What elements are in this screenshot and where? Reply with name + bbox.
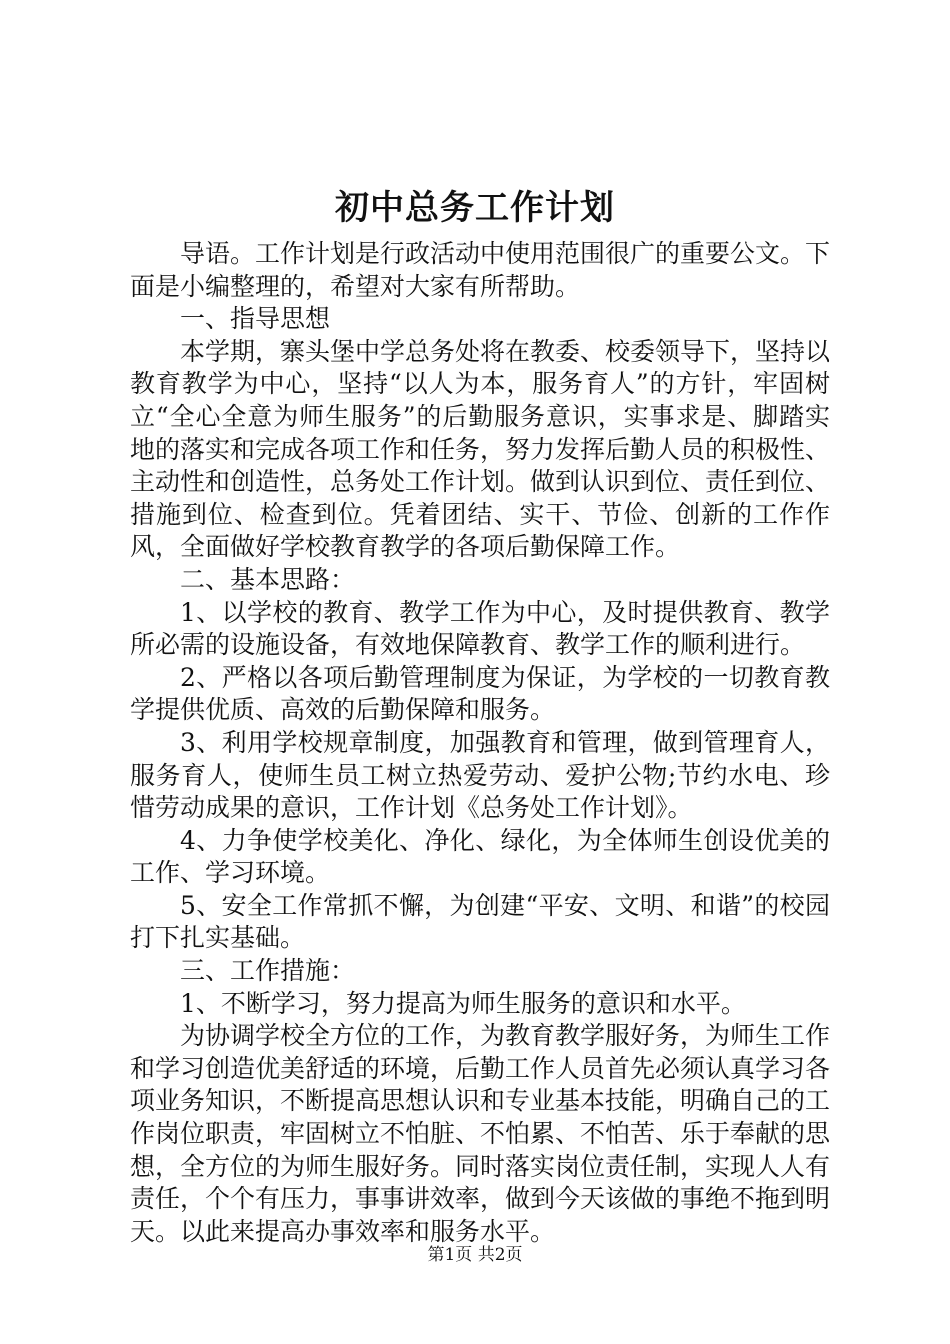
page-indicator: 第1页 共2页 xyxy=(427,1245,523,1265)
paragraph-approach-5: 5、安全工作常抓不懈，为创建“平安、文明、和谐”的校园打下扎实基础。 xyxy=(130,890,830,953)
paragraph-approach-3: 3、利用学校规章制度，加强教育和管理，做到管理育人，服务育人，使师生员工树立热爱劳动、爱护公物;节约水电、珍惜劳动成果的意识，工作计划《总务处工作计划》。 xyxy=(130,727,830,823)
paragraph-approach-4: 4、力争使学校美化、净化、绿化，为全体师生创设优美的工作、学习环境。 xyxy=(130,825,830,888)
paragraph-measure-1: 1、不断学习，努力提高为师生服务的意识和水平。 xyxy=(180,988,746,1018)
heading-guiding-thought: 一、指导思想 xyxy=(180,304,331,334)
paragraph-approach-1: 1、以学校的教育、教学工作为中心，及时提供教育、教学所必需的设施设备，有效地保障教育、教学工作的顺利进行。 xyxy=(130,597,830,660)
paragraph-approach-2: 2、严格以各项后勤管理制度为保证，为学校的一切教育教学提供优质、高效的后勤保障和服务。 xyxy=(130,662,830,725)
paragraph-guiding-thought: 本学期，寨头堡中学总务处将在教委、校委领导下，坚持以教育教学为中心，坚持“以人为本，服务育人”的方针，牢固树立“全心全意为师生服务”的后勤服务意识，实事求是、脚踏实地的落实和完成各项工作和任务，努力发挥后勤人员的积极性、主动性和创造性，总务处工作计划。做到认识到位、责任到位、措施到位、检查到位。凭着团结、实干、节俭、创新的工作作风，全面做好学校教育教学的各项后勤保障工作。 xyxy=(130,336,831,562)
heading-basic-approach: 二、基本思路： xyxy=(180,564,356,594)
document-title: 初中总务工作计划 xyxy=(335,188,615,228)
heading-work-measures: 三、工作措施： xyxy=(180,956,356,986)
paragraph-intro: 导语。工作计划是行政活动中使用范围很广的重要公文。下面是小编整理的，希望对大家有所帮助。 xyxy=(130,239,831,301)
document-body xyxy=(130,238,830,1248)
paragraph-measure-1-detail: 为协调学校全方位的工作，为教育教学服好务，为师生工作和学习创造优美舒适的环境，后勤工作人员首先必须认真学习各项业务知识，不断提高思想认识和专业基本技能，明确自己的工作岗位职责，牢固树立不怕脏、不怕累、不怕苦、乐于奉献的思想，全方位的为师生服好务。同时落实岗位责任制，实现人人有责任，个个有压力，事事讲效率，做到今天该做的事绝不拖到明天。以此来提高办事效率和服务水平。 xyxy=(130,1021,831,1246)
